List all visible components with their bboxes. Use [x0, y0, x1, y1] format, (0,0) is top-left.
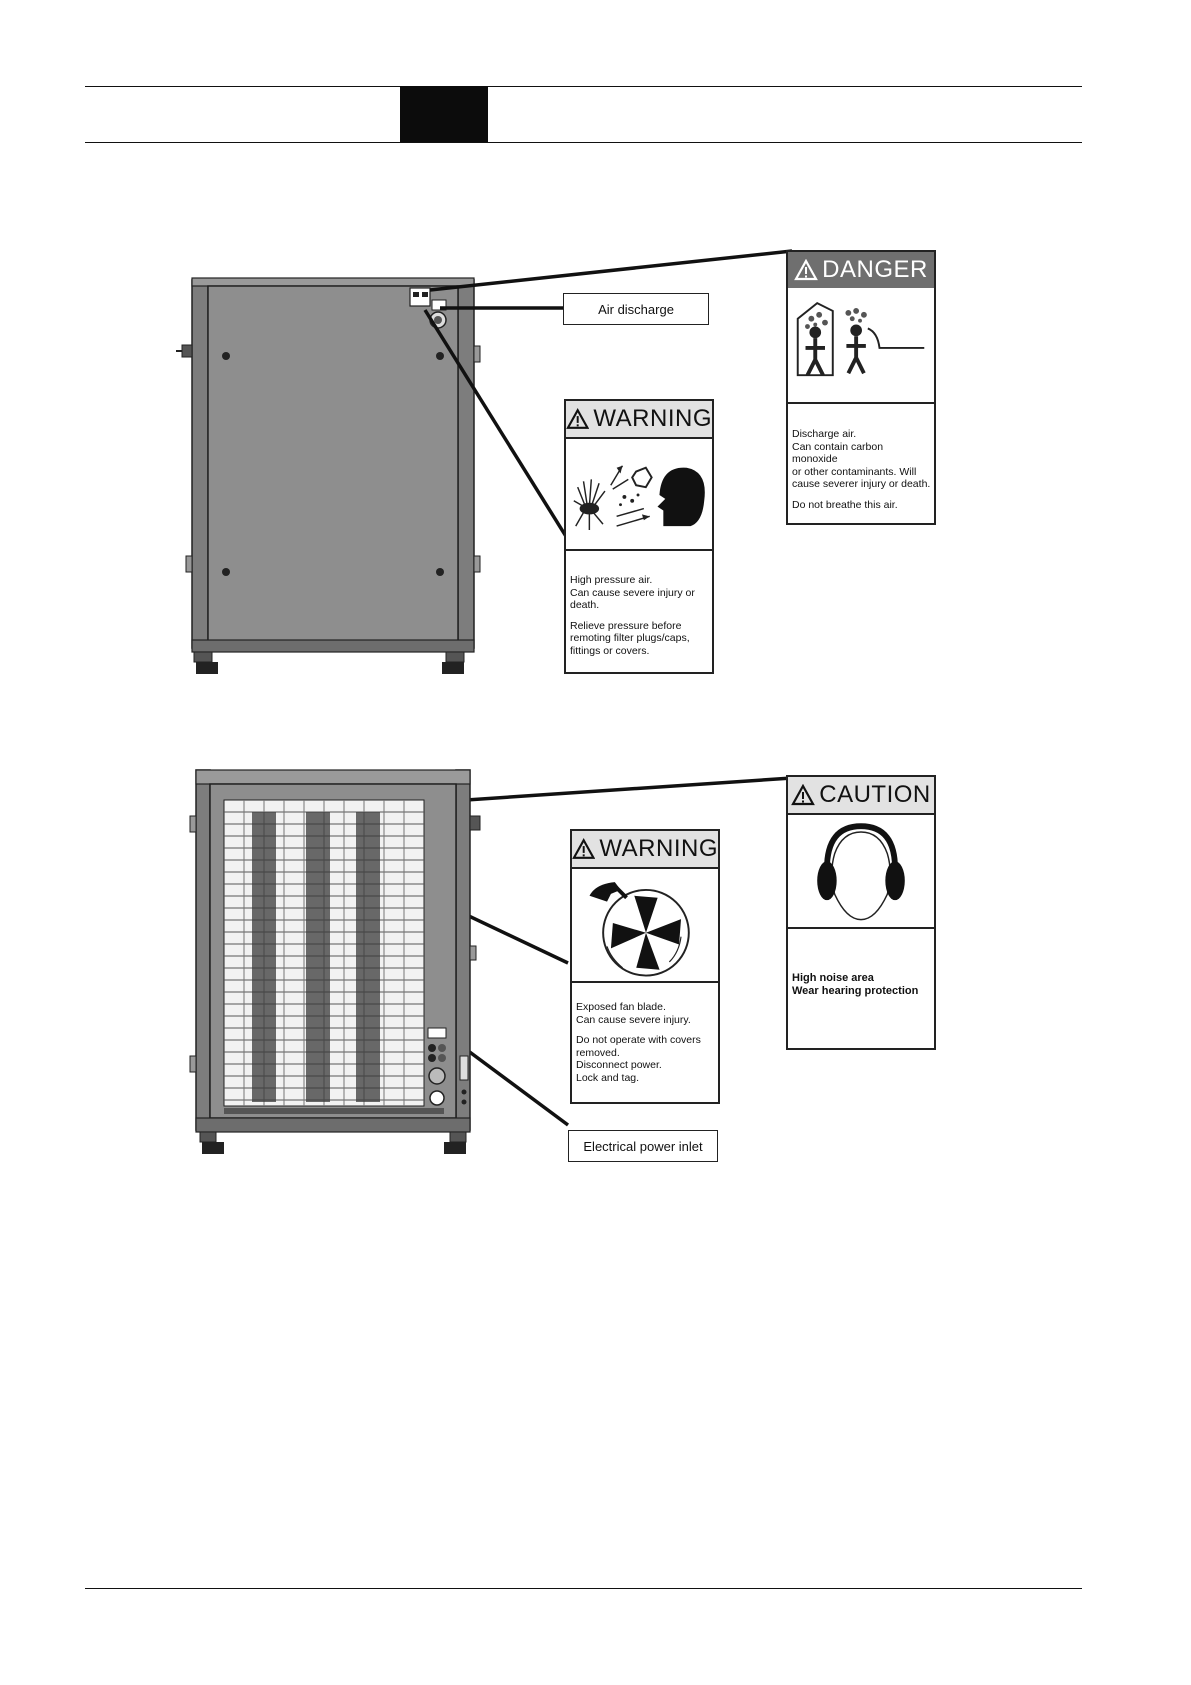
- warning-fan-sign-header: [572, 831, 718, 869]
- ear-protection-icon: [788, 813, 934, 929]
- warning-air-sign-header: [566, 401, 712, 439]
- caution-sign-text: [792, 972, 931, 1005]
- warning-triangle-icon: [572, 838, 595, 860]
- air-discharge-label: Air discharge: [563, 293, 709, 325]
- warning-air-sign-text: [570, 574, 709, 665]
- warning-fan-sign-title: WARNING: [599, 835, 718, 862]
- caution-sign-line-1: High noise area Wear hearing protection: [792, 972, 919, 997]
- danger-sign-text: [792, 428, 931, 519]
- electrical-inlet-label: Electrical power inlet: [568, 1130, 718, 1162]
- warning-fan-sign: [570, 829, 720, 1104]
- danger-sign: [786, 250, 936, 525]
- caution-sign: [786, 775, 936, 1050]
- caution-sign-title: CAUTION: [819, 781, 931, 808]
- warning-air-sign-line-1: High pressure air. Can cause severe injury or death.: [570, 574, 695, 611]
- air-blast-icon: [566, 437, 712, 551]
- danger-sign-header: [788, 252, 934, 288]
- footer-rule: [85, 1588, 1082, 1589]
- warning-air-sign-line-2: Relieve pressure before remoting filter plugs/caps, fittings or covers.: [570, 619, 690, 657]
- warning-triangle-icon: [566, 408, 589, 430]
- warning-triangle-icon: [791, 784, 815, 806]
- warning-fan-sign-line-1: Exposed fan blade. Can cause severe injury.: [576, 1001, 691, 1026]
- danger-sign-title: DANGER: [822, 256, 928, 283]
- warning-air-sign: [564, 399, 714, 674]
- fan-blade-icon: [572, 867, 718, 983]
- warning-air-sign-title: WARNING: [593, 405, 712, 432]
- caution-sign-header: [788, 777, 934, 815]
- cabinet-front-drawing: [180, 766, 500, 1156]
- danger-sign-line-1: Discharge air. Can contain carbon monoxide or other contaminants. Will cause severer injury or death.: [792, 428, 931, 490]
- warning-fan-sign-text: [576, 1001, 715, 1092]
- warning-fan-sign-line-2: Do not operate with covers removed. Disconnect power. Lock and tag.: [576, 1034, 701, 1084]
- warning-triangle-icon: [794, 259, 818, 281]
- danger-sign-line-2: Do not breathe this air.: [792, 498, 898, 511]
- person-exposure-icon: [788, 288, 934, 404]
